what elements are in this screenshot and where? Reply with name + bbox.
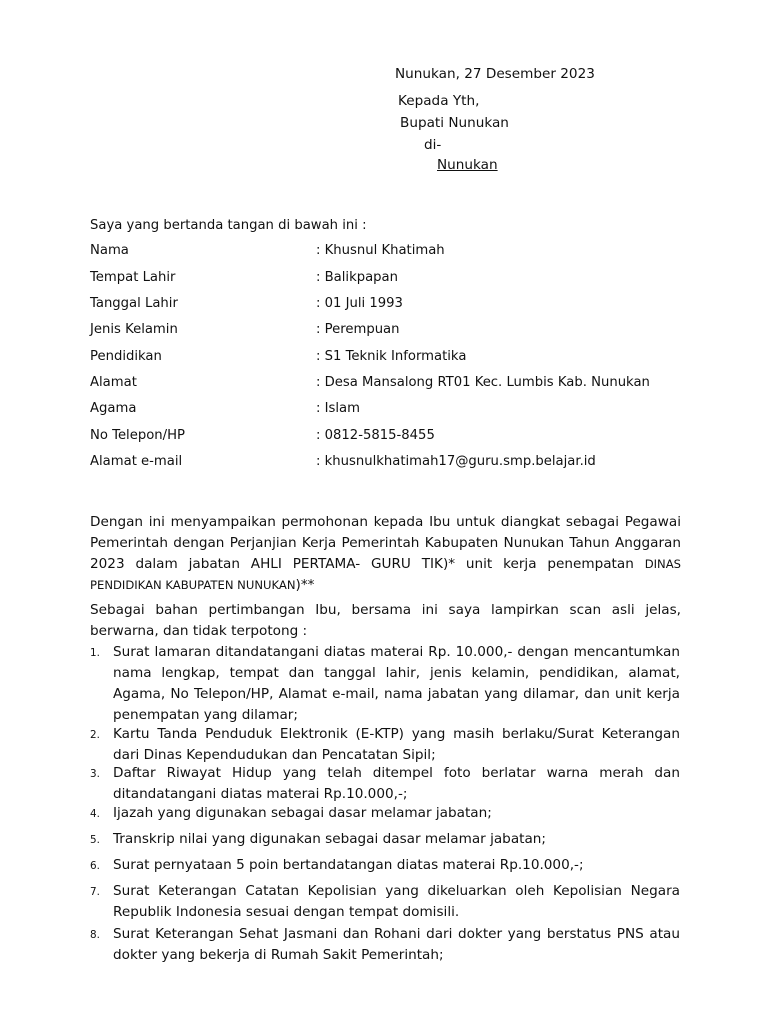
identity-value: : 0812-5815-8455 — [316, 428, 435, 443]
intro-text: Saya yang bertanda tangan di bawah ini : — [90, 218, 367, 233]
list-number: 8. — [90, 929, 100, 941]
request-unit: DINAS PENDIDIKAN KABUPATEN NUNUKAN — [90, 557, 681, 592]
identity-label: Pendidikan — [90, 349, 162, 364]
salutation: Kepada Yth, — [398, 93, 480, 109]
identity-label: Agama — [90, 401, 137, 416]
list-item: Transkrip nilai yang digunakan sebagai dasar melamar jabatan; — [113, 831, 547, 847]
recipient-city: Nunukan — [437, 157, 498, 173]
list-number: 1. — [90, 647, 100, 659]
list-item: Surat pernyataan 5 poin bertandatangan diatas materai Rp.10.000,-; — [113, 857, 584, 873]
list-item: Surat Keterangan Sehat Jasmani dan Rohani dari dokter yang berstatus PNS atau dokter yang bekerja di Rumah Sakit Pemerintah; — [113, 926, 680, 963]
list-number: 3. — [90, 768, 100, 780]
identity-value: : Islam — [316, 401, 360, 416]
list-item: Daftar Riwayat Hidup yang telah ditempel foto berlatar warna merah dan ditandatangani diatas materai Rp.10.000,-; — [113, 765, 680, 802]
list-number: 7. — [90, 886, 100, 898]
identity-label: No Telepon/HP — [90, 428, 185, 443]
recipient: Bupati Nunukan — [400, 115, 509, 131]
identity-value: : khusnulkhatimah17@guru.smp.belajar.id — [316, 454, 596, 469]
identity-label: Tempat Lahir — [90, 270, 176, 285]
request-suffix: )** — [295, 577, 315, 593]
recipient-at: di- — [424, 137, 442, 153]
list-item: Ijazah yang digunakan sebagai dasar melamar jabatan; — [113, 805, 492, 821]
identity-value: : Perempuan — [316, 322, 400, 337]
list-number: 5. — [90, 834, 100, 846]
list-item: Kartu Tanda Penduduk Elektronik (E-KTP) yang masih berlaku/Surat Keterangan dari Dinas Kependudukan dan Pencatatan Sipil; — [113, 726, 680, 763]
identity-value: : 01 Juli 1993 — [316, 296, 403, 311]
attachments-intro: Sebagai bahan pertimbangan Ibu, bersama ini saya lampirkan scan asli jelas, berwarna, dan tidak terpotong : — [90, 602, 681, 639]
identity-label: Alamat e-mail — [90, 454, 183, 469]
request-text: Dengan ini menyampaikan permohonan kepada Ibu untuk diangkat sebagai Pegawai Pemerintah dengan Perjanjian Kerja Pemerintah Kabupaten Nunukan Tahun Anggaran 2023 dalam jabatan AHLI PERTAMA- GURU TIK)* unit kerja penempatan — [90, 514, 681, 572]
list-number: 6. — [90, 860, 100, 872]
identity-label: Nama — [90, 243, 129, 258]
list-item: Surat Keterangan Catatan Kepolisian yang dikeluarkan oleh Kepolisian Negara Republik Indonesia sesuai dengan tempat domisili. — [113, 883, 680, 920]
list-number: 2. — [90, 729, 100, 741]
list-number: 4. — [90, 808, 100, 820]
identity-label: Tanggal Lahir — [90, 296, 178, 311]
list-item: Surat lamaran ditandatangani diatas materai Rp. 10.000,- dengan mencantumkan nama lengkap, tempat dan tanggal lahir, jenis kelamin, pendidikan, alamat, Agama, No Telepon/HP, Alamat e-mail, nama jabatan yang dilamar, dan unit kerja penempatan yang dilamar; — [113, 644, 680, 723]
place-date: Nunukan, 27 Desember 2023 — [395, 66, 595, 82]
identity-value: : Desa Mansalong RT01 Kec. Lumbis Kab. Nunukan — [316, 375, 650, 390]
identity-label: Jenis Kelamin — [90, 322, 178, 337]
identity-value: : S1 Teknik Informatika — [316, 349, 467, 364]
identity-value: : Khusnul Khatimah — [316, 243, 445, 258]
identity-label: Alamat — [90, 375, 137, 390]
identity-value: : Balikpapan — [316, 270, 398, 285]
request-paragraph — [90, 512, 681, 596]
